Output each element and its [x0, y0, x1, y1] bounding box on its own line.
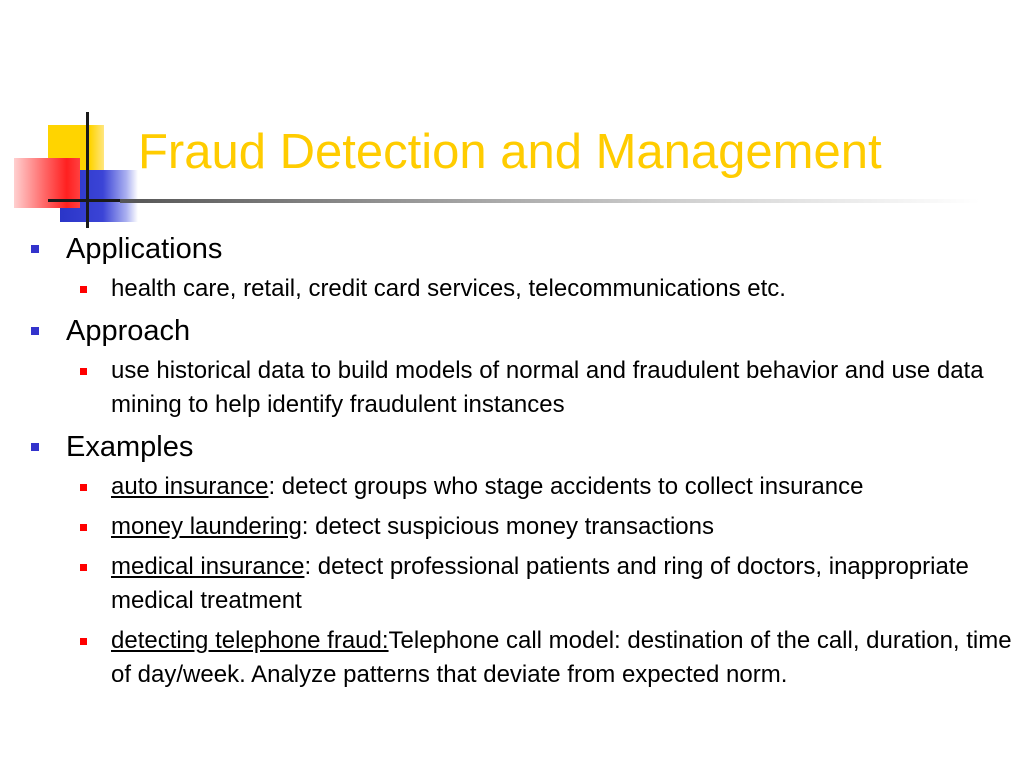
- square-bullet-icon: [80, 368, 87, 375]
- horizontal-line-decoration: [48, 199, 128, 202]
- example-term-medical-insurance: medical insurance: [111, 553, 305, 580]
- sub-bullet-text: health care, retail, credit card services, telecommunications etc.: [111, 275, 786, 302]
- square-bullet-icon: [31, 327, 39, 335]
- title-underline-rule: [120, 199, 980, 203]
- square-bullet-icon: [80, 524, 87, 531]
- sub-bullet-item: [30, 624, 1015, 692]
- sub-bullet-text: : detect suspicious money transactions: [301, 513, 715, 540]
- example-term-money-laundering: money laundering: [111, 513, 302, 540]
- sub-bullet-item: [30, 470, 1015, 504]
- sub-bullet-item: [30, 272, 1015, 306]
- decorative-logo: [0, 0, 150, 240]
- sub-bullet-item: [30, 510, 1015, 544]
- square-bullet-icon: [80, 564, 87, 571]
- bullet-approach: [30, 312, 1015, 350]
- section-heading: Applications: [66, 233, 223, 265]
- section-heading: Approach: [66, 315, 191, 347]
- sub-bullet-item: [30, 550, 1015, 618]
- sub-bullet-text: Telephone call model: destination of the call, duration, time of day/week. Analyze patterns that deviate from expected norm.: [111, 627, 1012, 688]
- applications-sublist: [30, 272, 1015, 306]
- bullet-applications: [30, 230, 1015, 268]
- sub-bullet-text: use historical data to build models of normal and fraudulent behavior and use data mining to help identify fraudulent instances: [111, 357, 984, 418]
- example-term-telephone-fraud: detecting telephone fraud:: [111, 627, 389, 654]
- square-bullet-icon: [31, 245, 39, 253]
- vertical-line-decoration: [86, 112, 89, 228]
- square-bullet-icon: [31, 443, 39, 451]
- example-term-auto-insurance: auto insurance: [111, 473, 269, 500]
- section-heading: Examples: [66, 431, 194, 463]
- sub-bullet-text: : detect professional patients and ring of doctors, inappropriate medical treatment: [111, 553, 969, 614]
- slide-title: Fraud Detection and Management: [138, 125, 882, 179]
- approach-sublist: [30, 354, 1015, 422]
- examples-sublist: [30, 470, 1015, 692]
- square-bullet-icon: [80, 638, 87, 645]
- square-bullet-icon: [80, 484, 87, 491]
- slide-body: [30, 230, 1015, 698]
- square-bullet-icon: [80, 286, 87, 293]
- sub-bullet-item: [30, 354, 1015, 422]
- bullet-examples: [30, 428, 1015, 466]
- sub-bullet-text: : detect groups who stage accidents to collect insurance: [268, 473, 864, 500]
